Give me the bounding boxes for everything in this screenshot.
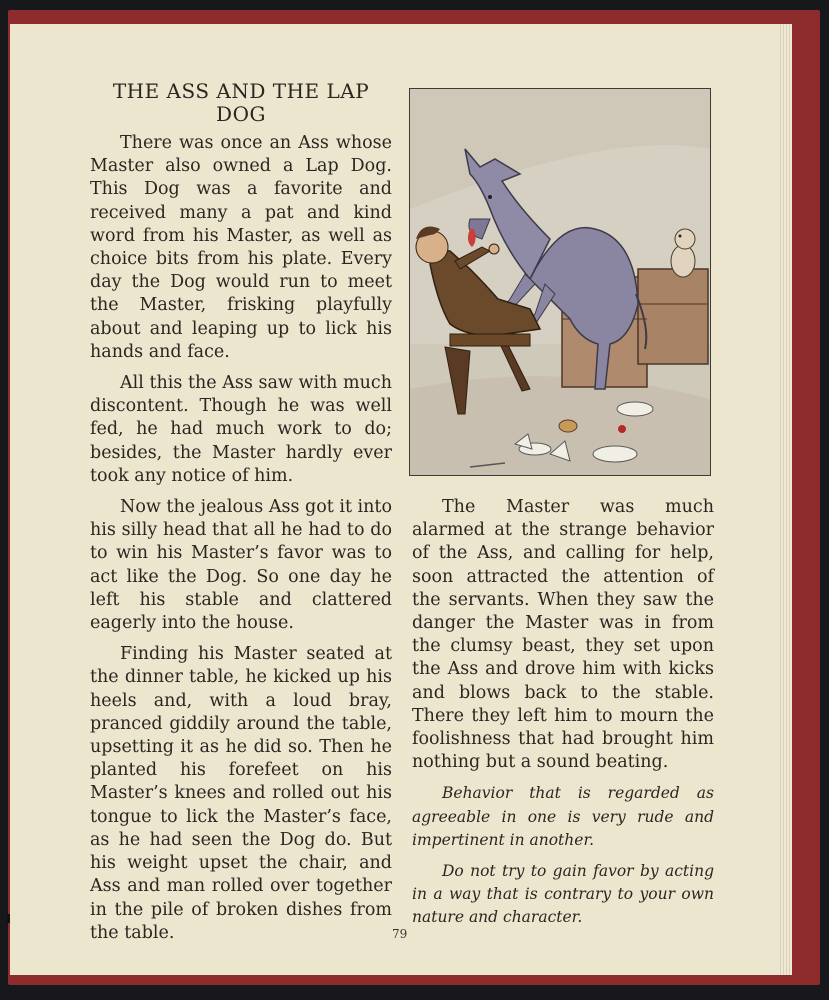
paragraph-4: Finding his Master seated at the dinner table, he kicked up his heels and, with a loud bray, pranced giddily around the table, upsetting it as he did so. Then he planted his forefeet on his Master’s knees and rolled out his tongue to lick the Master’s face, as he had seen the Dog do. But his weight upset the chair, and Ass and man rolled over together in the pile of broken dishes from the table. [90,644,392,943]
donkey-on-master-illustration [409,88,711,476]
paragraph-3: Now the jealous Ass got it into his silly head that all he had to do to win his Master’s favor was to act like the Dog. So one day he left his stable and clattered eagerly into the house. [90,497,392,634]
right-column [412,496,714,938]
page-marker [7,914,10,923]
fable-title: THE ASS AND THE LAP DOG [112,79,370,126]
page-number: 79 [392,927,408,941]
paragraph-1: There was once an Ass whose Master also owned a Lap Dog. This Dog was a favorite and received many a pat and kind word from his Master, as well as choice bits from his plate. Every day the Dog would run to meet the Master, frisking playfully about and leaping up to lick his hands and face. [90,133,392,362]
moral-1: Behavior that is regarded as agreeable in one is very rude and impertinent in another. [412,784,714,849]
illustration-svg [410,89,710,475]
paragraph-2: All this the Ass saw with much discontent. Though he was well fed, he had much work to do; besides, the Master hardly ever took any notice of him. [90,373,392,486]
left-column [90,80,392,953]
paragraph-5: The Master was much alarmed at the strange behavior of the Ass, and calling for help, soon attracted the attention of the servants. When they saw the danger the Master was in from the clumsy beast, they set upon the Ass and drove him with kicks and blows back to the stable. There they left him to mourn the foolishness that had brought him nothing but a sound beating. [412,497,714,773]
moral-2: Do not try to gain favor by acting in a way that is contrary to your own nature and character. [412,862,714,927]
page-edges [780,24,792,975]
